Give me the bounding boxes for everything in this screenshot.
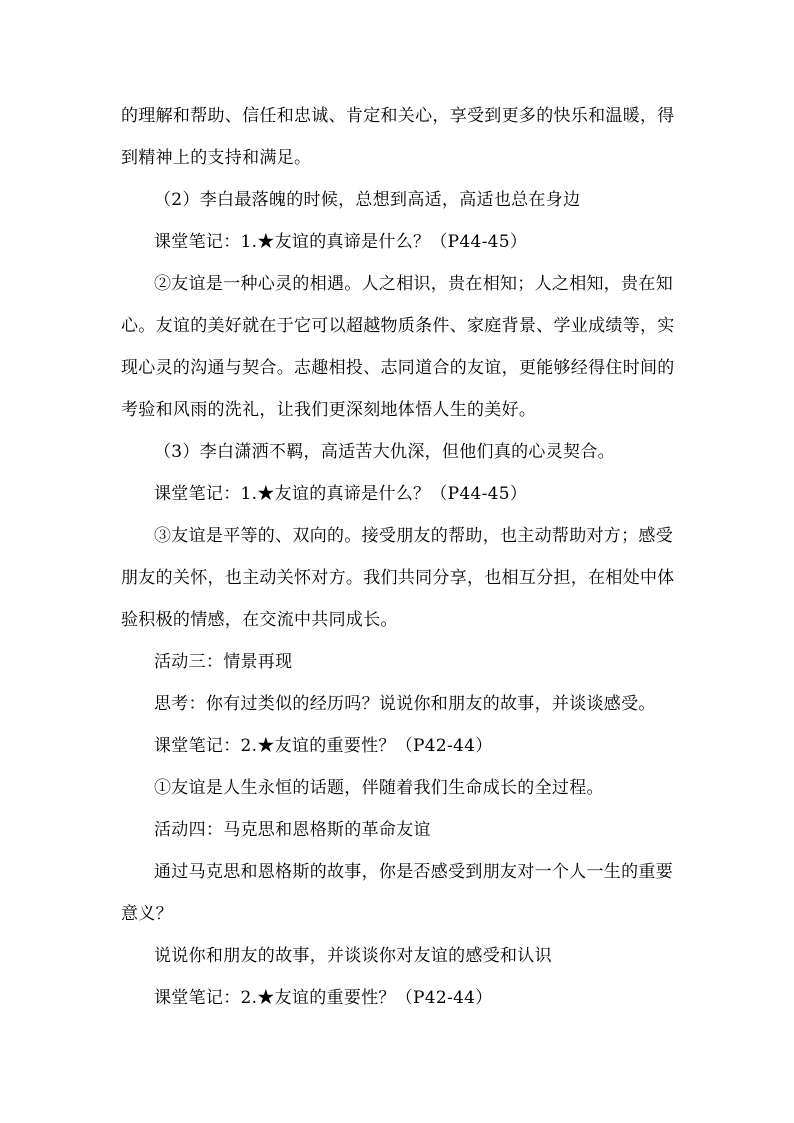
paragraph-class-note: 课堂笔记：1.★友谊的真谛是什么？（P44-45） [154, 484, 528, 504]
paragraph-think: 思考：你有过类似的经历吗？说说你和朋友的故事，并谈谈感受。 [154, 694, 656, 714]
paragraph-example-2: （2）李白最落魄的时候，总想到高适，高适也总在身边 [154, 190, 581, 210]
paragraph-example-3: （3）李白潇洒不羁，高适苦大仇深，但他们真的心灵契合。 [154, 442, 615, 462]
paragraph-continuation: 的理解和帮助、信任和忠诚、肯定和关心，享受到更多的快乐和温暖，得到精神上的支持和满足。 [121, 106, 675, 168]
paragraph-share-story: 说说你和朋友的故事，并谈谈你对友谊的感受和认识 [154, 946, 552, 966]
paragraph-class-note: 课堂笔记：2.★友谊的重要性？（P42-44） [154, 736, 493, 756]
paragraph-friendship-meeting: ②友谊是一种心灵的相遇。人之相识，贵在相知；人之相知，贵在知心。友谊的美好就在于它可以超越物质条件、家庭背景、学业成绩等，实现心灵的沟通与契合。志趣相投、志同道合的友谊，更能够经得住时间的考验和风雨的洗礼，让我们更深刻地体悟人生的美好。 [121, 274, 675, 420]
paragraph-friendship-topic: ①友谊是人生永恒的话题，伴随着我们生命成长的全过程。 [154, 778, 604, 798]
paragraph-activity-3: 活动三：情景再现 [154, 652, 293, 672]
paragraph-class-note: 课堂笔记：1.★友谊的真谛是什么？（P44-45） [154, 232, 528, 252]
paragraph-activity-4: 活动四：马克思和恩格斯的革命友谊 [154, 820, 431, 840]
paragraph-friendship-equal: ③友谊是平等的、双向的。接受朋友的帮助，也主动帮助对方；感受朋友的关怀，也主动关怀对方。我们共同分享，也相互分担，在相处中体验积极的情感，在交流中共同成长。 [121, 526, 675, 630]
paragraph-class-note: 课堂笔记：2.★友谊的重要性？（P42-44） [154, 988, 493, 1008]
paragraph-marx-engels: 通过马克思和恩格斯的故事，你是否感受到朋友对一个人一生的重要意义？ [121, 862, 673, 924]
